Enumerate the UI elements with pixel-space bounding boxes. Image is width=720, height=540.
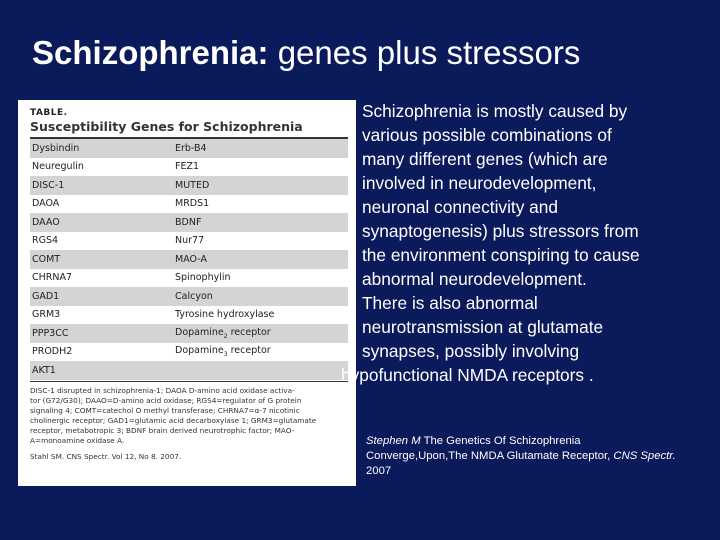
reference-year: 2007	[366, 465, 392, 477]
body-line: neuronal connectivity and	[362, 197, 558, 217]
footnote-line: receptor, metabotropic 3; BDNF brain derived neurotrophic factor; MAO-	[30, 425, 295, 435]
body-line: synapses, possibly involving	[362, 341, 580, 361]
table-row	[30, 176, 348, 195]
body-line: neurotransmission at glutamate	[362, 317, 604, 337]
footnote-line: DISC-1 disrupted in schizophrenia-1; DAOA D-amino acid oxidase activa-	[30, 385, 295, 395]
gene-cell-right: Dopamine$_3$ receptor	[175, 345, 271, 359]
table-row	[30, 287, 348, 306]
title-bold: Schizophrenia:	[32, 34, 269, 71]
table-row	[30, 158, 348, 177]
footnote-line: tor (G72/G30); DAAO=D-amino acid oxidase; RGS4=regulator of G protein	[30, 395, 302, 405]
gene-cell-right: BDNF	[175, 216, 202, 228]
reference-line-2	[366, 449, 676, 464]
body-line: various possible combinations of	[362, 125, 612, 145]
footnote-line: cholinergic receptor; GAD1=glutamic acid decarboxylase 1; GRM3=glutamate	[30, 415, 317, 425]
reference-title-part-1: The Genetics Of Schizophrenia	[420, 435, 581, 447]
gene-cell-left: PPP3CC	[32, 327, 69, 339]
table-row	[30, 213, 348, 232]
gene-cell-right: Dopamine$_2$ receptor	[175, 326, 271, 340]
table-row	[30, 139, 348, 158]
body-text	[341, 99, 716, 387]
gene-cell-left: GAD1	[32, 290, 60, 302]
body-line: the environment conspiring to cause	[362, 245, 640, 265]
reference-journal: CNS Spectr.	[613, 450, 676, 462]
gene-cell-right: Calcyon	[175, 290, 213, 302]
body-line: There is also abnormal	[362, 293, 538, 313]
gene-cell-left: RGS4	[32, 235, 59, 247]
slide-title	[32, 34, 580, 72]
gene-cell-right: FEZ1	[175, 161, 200, 173]
gene-cell-left: CHRNA7	[32, 272, 73, 284]
susceptibility-genes-table	[18, 100, 356, 486]
table-bottom-rule	[30, 381, 348, 382]
body-line: abnormal neurodevelopment.	[362, 269, 587, 289]
gene-cell-right: Spinophylin	[175, 272, 231, 284]
gene-cell-left: DISC-1	[32, 179, 65, 191]
reference-line-1	[366, 434, 676, 449]
gene-cell-left: DAOA	[32, 198, 60, 210]
table-footnote	[30, 386, 348, 446]
table-row	[30, 195, 348, 214]
table-citation: Stahl SM. CNS Spectr. Vol 12, No 8. 2007.	[30, 451, 182, 461]
receptor-subscript: 3	[223, 351, 228, 359]
table-row	[30, 324, 348, 343]
reference-title-part-2: Converge,Upon,The NMDA Glutamate Receptor,	[366, 450, 614, 462]
table-row	[30, 306, 348, 325]
table-row	[30, 361, 348, 380]
footnote-line: signaling 4; COMT=catechol O methyl transferase; CHRNA7=α-7 nicotinic	[30, 405, 300, 415]
gene-cell-right: MRDS1	[175, 198, 210, 210]
table-subheading: Susceptibility Genes for Schizophrenia	[30, 119, 303, 134]
title-rest: genes plus stressors	[268, 34, 581, 71]
gene-cell-right: MAO-A	[175, 253, 207, 265]
body-line: hypofunctional NMDA receptors .	[341, 365, 594, 385]
gene-cell-right: Tyrosine hydroxylase	[175, 309, 275, 321]
gene-cell-left: Dysbindin	[32, 142, 80, 154]
table-heading: TABLE.	[30, 108, 68, 118]
table-row	[30, 269, 348, 288]
receptor-subscript: 2	[223, 332, 228, 340]
body-line: Schizophrenia is mostly caused by	[362, 101, 628, 121]
table-row	[30, 250, 348, 269]
gene-cell-left: GRM3	[32, 309, 61, 321]
body-line: many different genes (which are	[362, 149, 608, 169]
gene-cell-right: Erb-B4	[175, 142, 207, 154]
gene-cell-left: AKT1	[32, 364, 56, 376]
gene-cell-left: Neuregulin	[32, 161, 84, 173]
gene-cell-left: COMT	[32, 253, 61, 265]
body-line: synaptogenesis) plus stressors from	[362, 221, 639, 241]
body-line: involved in neurodevelopment,	[362, 173, 597, 193]
gene-cell-left: DAAO	[32, 216, 60, 228]
table-row	[30, 343, 348, 362]
gene-cell-right: Nur77	[175, 235, 205, 247]
table-row	[30, 232, 348, 251]
gene-cell-right: MUTED	[175, 179, 210, 191]
reference	[366, 434, 676, 479]
table-body	[30, 139, 348, 380]
reference-author: Stephen M	[366, 435, 421, 447]
gene-cell-left: PRODH2	[32, 346, 73, 358]
footnote-line: A=monoamine oxidase A.	[30, 435, 125, 445]
